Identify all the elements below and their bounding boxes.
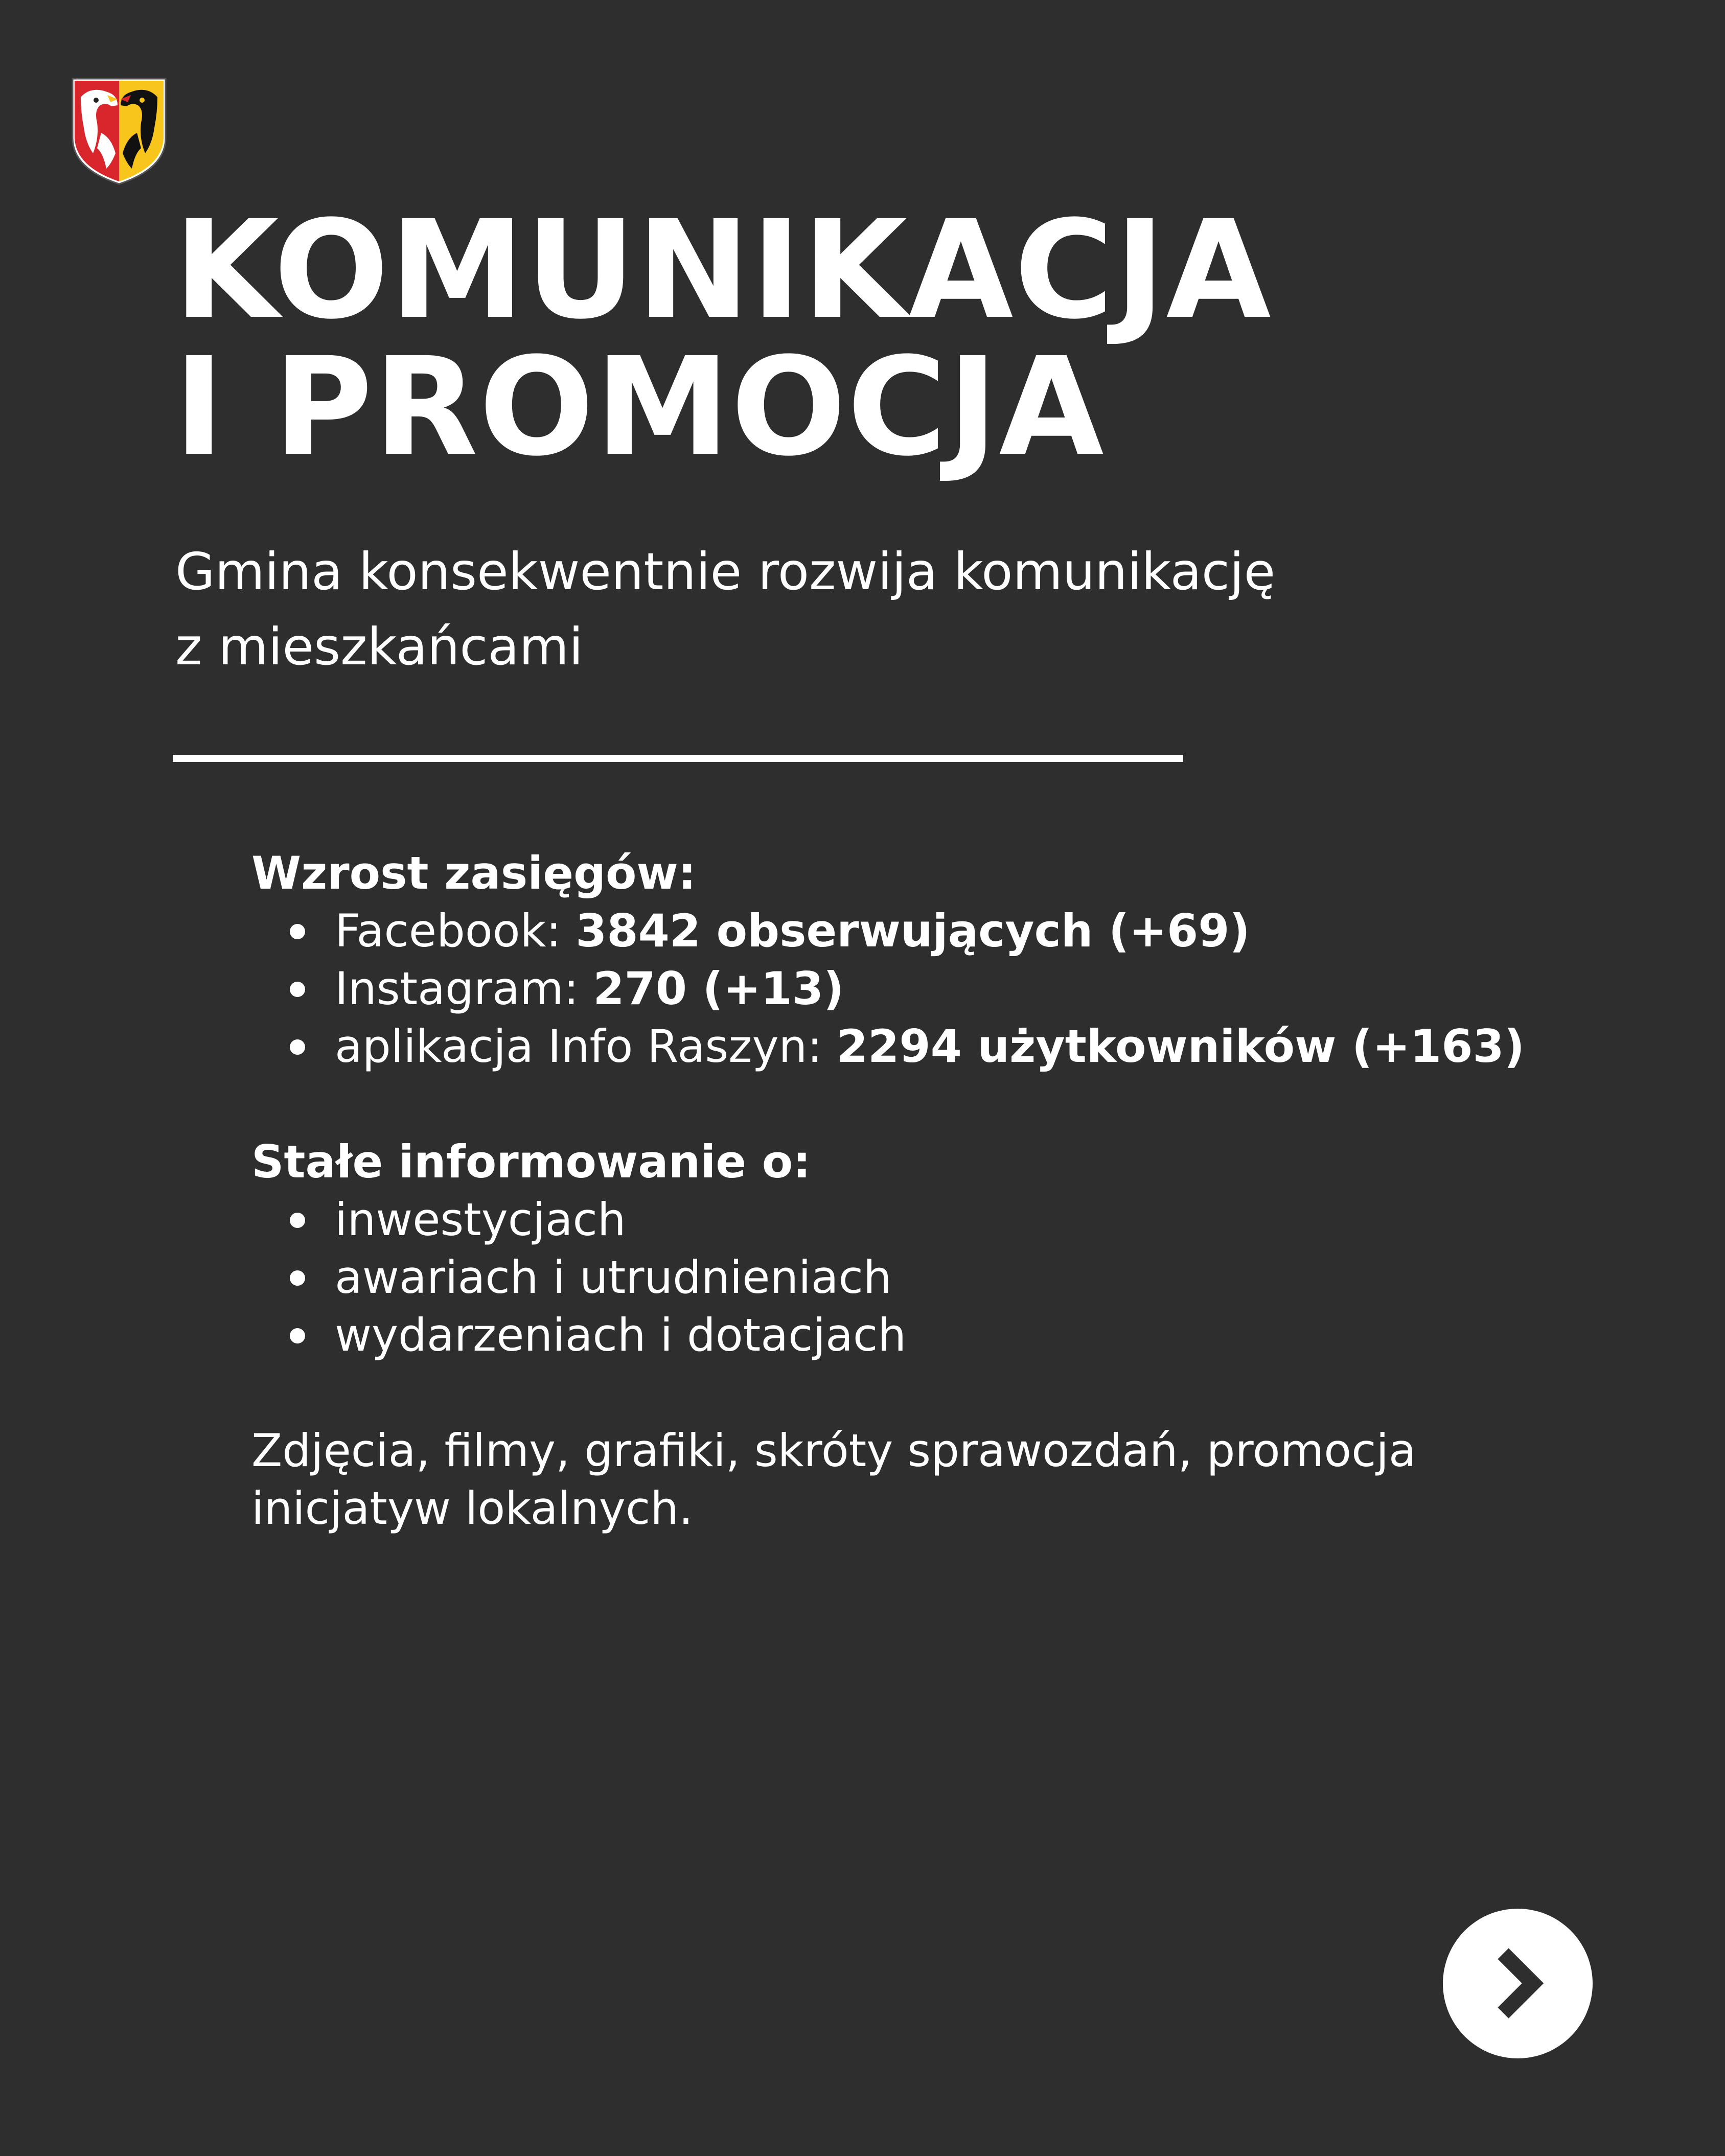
reach-item-instagram — [251, 960, 1580, 1017]
title-line-2: I PROMOCJA — [174, 329, 1105, 486]
closing-line-2: inicjatyw lokalnych. — [251, 1482, 694, 1535]
content-block — [251, 844, 1580, 1537]
chevron-right-icon — [1443, 1909, 1593, 2058]
reach-item-label: Facebook: — [335, 905, 576, 957]
reach-list — [251, 902, 1580, 1075]
spacer — [251, 1075, 1580, 1133]
subtitle-line-2: z mieszkańcami — [175, 617, 583, 677]
info-item: inwestycjach — [251, 1191, 1580, 1248]
page-subtitle — [175, 534, 1275, 684]
closing-text — [251, 1422, 1580, 1537]
info-heading: Stałe informowanie o: — [251, 1135, 811, 1188]
reach-heading: Wzrost zasięgów: — [251, 847, 696, 899]
reach-item-value: 3842 obserwujących (+69) — [576, 905, 1250, 957]
section-divider — [173, 755, 1183, 762]
page-title — [174, 192, 1272, 486]
reach-item-label: aplikacja Info Raszyn: — [335, 1020, 837, 1073]
info-list — [251, 1191, 1580, 1364]
info-item: wydarzeniach i dotacjach — [251, 1306, 1580, 1364]
coat-of-arms-logo — [71, 77, 168, 186]
spacer — [251, 1364, 1580, 1422]
subtitle-line-1: Gmina konsekwentnie rozwija komunikację — [175, 542, 1276, 601]
reach-item-value: 270 (+13) — [593, 962, 844, 1015]
info-item: awariach i utrudnieniach — [251, 1248, 1580, 1306]
reach-item-label: Instagram: — [335, 962, 593, 1015]
next-button[interactable] — [1443, 1909, 1593, 2058]
reach-item-value: 2294 użytkowników (+163) — [836, 1020, 1525, 1073]
raszyn-coat-of-arms-icon — [71, 77, 168, 186]
closing-line-1: Zdjęcia, filmy, grafiki, skróty sprawozdań, promocja — [251, 1424, 1416, 1477]
title-line-1: KOMUNIKACJA — [174, 192, 1272, 349]
reach-item-facebook — [251, 902, 1580, 960]
reach-item-app — [251, 1017, 1580, 1075]
